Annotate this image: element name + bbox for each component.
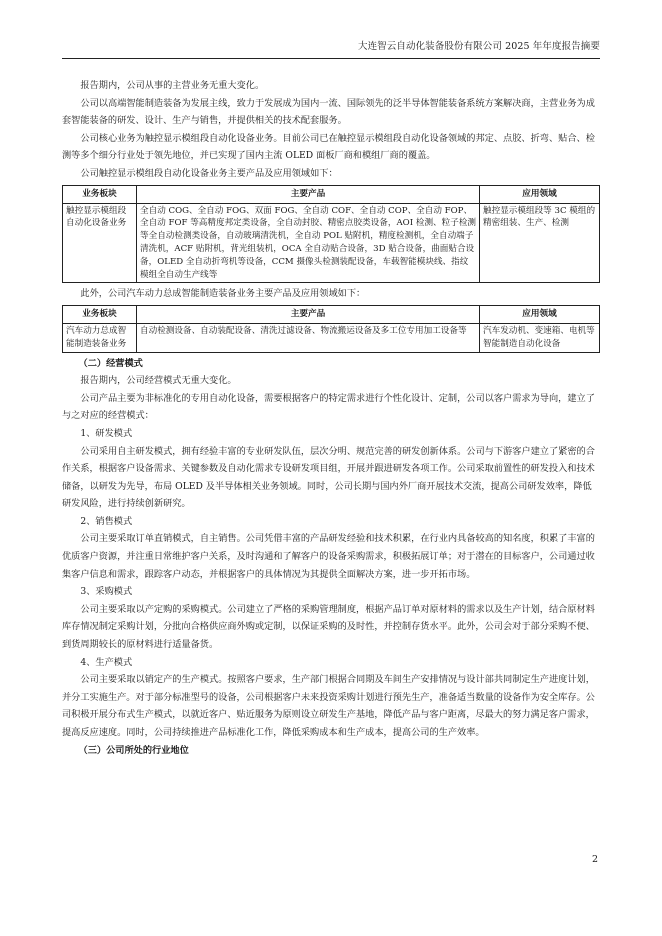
page-number: 2	[591, 854, 598, 865]
table-row	[63, 323, 600, 352]
product-table-automotive	[62, 305, 600, 353]
paragraph: 报告期内，公司经营模式无重大变化。	[80, 375, 237, 387]
paragraph: 公司核心业务为触控显示模组段自动化设备业务。目前公司已在触控显示模组段自动化设备领域的邦定、点胶、折弯、贴合、检测等多个细分行业处于领先地位，并已实现了国内主流 OLED 面板厂商和模组厂商的覆盖。	[62, 132, 595, 162]
page-header	[62, 36, 600, 59]
subsection-heading: 1、研发模式	[80, 427, 133, 439]
paragraph: 公司主要采取订单直销模式，自主销售。公司凭借丰富的产品研发经验和技术积累，在行业内具备较高的知名度，积累了丰富的优质客户资源，并注重日常维护客户关系，及时沟通和了解客户的设备采购需求，积极拓展订单；对于潜在的目标客户，公司通过收集客户信息和需求，跟踪客户动态，并根据客户的具体情况为其提供全面解决方案，进一步开拓市场。	[62, 533, 595, 580]
paragraph: 公司采用自主研发模式，拥有经验丰富的专业研发队伍，层次分明、规范完善的研发创新体系。公司与下游客户建立了紧密的合作关系，根据客户设备需求、关键参数及自动化需求专设研发项目组，开展并跟进研发各项工作。公司采取前置性的研发投入和技术储备，以研发为先导，布局 OLED 及半导体相关业务领域。同时，公司长期与国内外厂商开展技术交流，提高公司研发效率，降低研发风险，进行持续创新研究。	[62, 445, 595, 510]
table-header-cell: 应用领域	[480, 305, 600, 323]
table-cell-products: 自动检测设备、自动装配设备、清洗过滤设备、物流搬运设备及多工位专用加工设备等	[137, 323, 480, 352]
paragraph: 公司主要采取以销定产的生产模式。按照客户要求，生产部门根据合同期及车间生产安排情况与设计部共同制定生产进度计划，并分工实施生产。对于部分标准型号的设备，公司根据客户未来投资采购计划进行预先生产，准备适当数量的设备作为安全库存。公司积极开展分布式生产模式，以就近客户、贴近服务为原则设立研发生产基地，降低产品与客户距离，尽最大的努力满足客户需求，提高反应速度。同时，公司持续推进产品标准化工作，降低采购成本和生产成本，提高公司的生产效率。	[62, 674, 595, 738]
subsection-heading: 4、生产模式	[80, 656, 133, 668]
paragraph: 报告期内，公司从事的主营业务无重大变化。	[80, 80, 265, 91]
table-row	[63, 203, 600, 283]
table-header-cell: 主要产品	[137, 305, 480, 323]
paragraph: 公司主要采取以产定购的采购模式。公司建立了严格的采购管理制度，根据产品订单对原材料的需求以及生产计划，结合原材料库存情况制定采购计划，分批向合格供应商外购或定制，以保证采购的及时性，并控制存货水平。此外，公司会对于部分采购不便、到货周期较长的原材料进行适量备货。	[62, 603, 595, 651]
table-header-row	[63, 185, 600, 203]
table-header-cell: 应用领域	[480, 185, 600, 203]
product-table-touch-display	[62, 185, 600, 284]
table-header-cell: 主要产品	[137, 185, 480, 203]
table-cell-application: 汽车发动机、变速箱、电机等智能制造自动化设备	[480, 323, 600, 352]
report-title: 大连智云自动化装备股份有限公司 2025 年年度报告摘要	[357, 41, 600, 52]
paragraph: 公司触控显示模组段自动化设备业务主要产品及应用领域如下：	[80, 167, 338, 179]
section-heading: （二）经营模式	[78, 357, 143, 369]
document-body	[62, 77, 600, 759]
table-cell-application: 触控显示模组段等 3C 模组的精密组装、生产、检测	[480, 203, 600, 283]
table-cell-products: 全自动 COG、全自动 FOG、双面 FOG、全自动 COF、全自动 COP、全自动 FOP、全自动 FOF 等高精度邦定类设备，全自动封胶、精密点胶类设备，AOI 检测、粒子检测等全自动检测类设备，自动玻璃清洗机，全自动 POL 贴附机，精度检测机，全自动端子清洗机，ACF 贴附机，背光组装机，OCA 全自动贴合设备，3D 贴合设备，曲面贴合设备，OLED 全自动折弯机等设备，CCM 摄像头检测装配设备，车载智能模块线、指纹模组全自动生产线等	[137, 203, 480, 283]
table-header-row	[63, 305, 600, 323]
paragraph: 此外，公司汽车动力总成智能制造装备业务主要产品及应用领域如下：	[80, 288, 366, 300]
subsection-heading: 3、采购模式	[80, 586, 133, 598]
paragraph: 公司产品主要为非标准化的专用自动化设备，需要根据客户的特定需求进行个性化设计、定制，公司以客户需求为导向，建立了与之对应的经营模式：	[62, 392, 595, 422]
paragraph: 公司以高端智能制造装备为发展主线，致力于发展成为国内一流、国际领先的泛半导体智能装备系统方案解决商，主营业务为成套智能装备的研发、设计、生产与销售，并提供相关的技术配套服务。	[62, 97, 595, 127]
subsection-heading: 2、销售模式	[80, 515, 133, 527]
table-cell-segment: 汽车动力总成智能制造装备业务	[63, 323, 137, 352]
section-heading: （三）公司所处的行业地位	[78, 744, 189, 756]
table-header-cell: 业务板块	[63, 185, 137, 203]
table-header-cell: 业务板块	[63, 305, 137, 323]
table-cell-segment: 触控显示模组段自动化设备业务	[63, 203, 137, 283]
